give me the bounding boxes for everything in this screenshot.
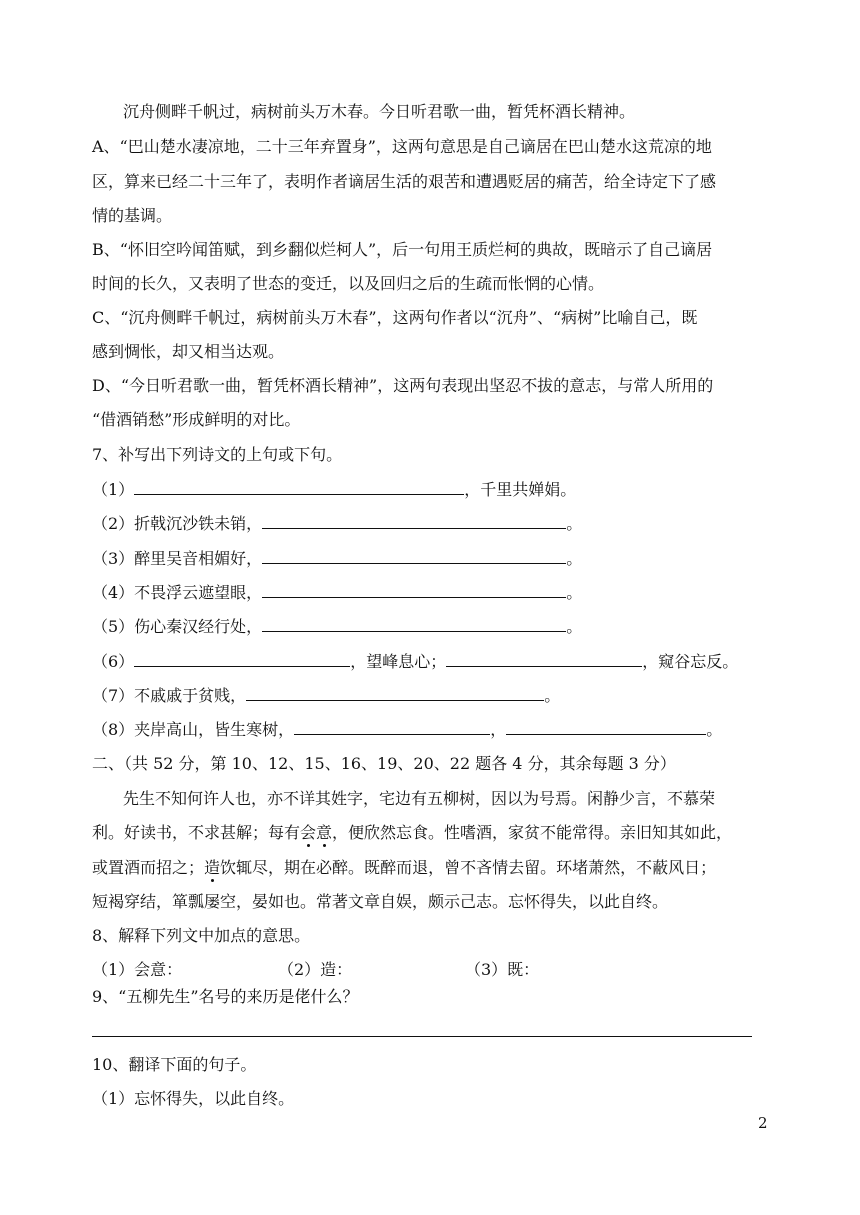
answer-blank[interactable] — [134, 651, 350, 667]
q7-item6-mid: ，望峰息心； — [350, 652, 447, 671]
option-b-line1: B、“怀旧空吟闻笛赋，到乡翻似烂柯人”，后一句用王质烂柯的典故，既暗示了自己谪居 — [92, 240, 713, 259]
q7-item2 — [92, 513, 582, 535]
option-a-line3: 情的基调。 — [92, 206, 173, 225]
q8-title: 8、解释下列文中加点的意思。 — [92, 926, 311, 945]
q8-item1: （1）会意： — [92, 960, 183, 979]
q7-item7-num: （7）不戚戚于贫贱， — [92, 686, 247, 705]
q7-item4-end: 。 — [566, 583, 583, 602]
q7-item6 — [92, 651, 738, 673]
q7-item5 — [92, 616, 582, 638]
q7-item5-num: （5）伤心秦汉经行处， — [92, 617, 263, 636]
q7-item3-end: 。 — [566, 549, 583, 568]
q7-item1-num: （1） — [92, 480, 135, 499]
q7-item1-after: ，千里共婵娟。 — [464, 480, 577, 499]
q7-item8-mid: ， — [490, 720, 507, 739]
option-a-line2: 区，算来已经二十三年了，表明作者谪居生活的艰苦和遭遇贬居的痛苦，给全诗定下了感 — [92, 172, 717, 191]
q8-item3: （3）既： — [465, 960, 540, 979]
q7-item6-num: （6） — [92, 652, 135, 671]
q7-item3 — [92, 548, 582, 570]
q7-item8-end: 。 — [706, 720, 723, 739]
answer-blank[interactable] — [262, 548, 566, 564]
option-c-line1: C、“沉舟侧畔千帆过，病树前头万木春”，这两句作者以“沉舟”、“病树”比喻自己，既 — [92, 308, 698, 327]
option-a-line1: A、“巴山楚水凄凉地，二十三年弃置身”，这两句意思是自己谪居在巴山楚水这荒凉的地 — [92, 137, 712, 156]
q7-item7 — [92, 685, 560, 707]
passage-text: 或置酒而招之； — [92, 858, 205, 877]
q10-sentence1: （1）忘怀得失，以此自终。 — [92, 1089, 295, 1108]
dotted-char-zao: 造 — [204, 858, 221, 877]
answer-blank[interactable] — [506, 719, 706, 735]
answer-blank[interactable] — [134, 479, 464, 495]
option-d-line2: “借酒销愁”形成鲜明的对比。 — [92, 410, 301, 429]
q7-item7-end: 。 — [544, 686, 561, 705]
q9-title: 9、“五柳先生”名号的来历是佬什么？ — [92, 987, 359, 1006]
page-number: 2 — [758, 1114, 768, 1132]
q8-item2: （2）造： — [278, 960, 353, 979]
passage-line2 — [92, 822, 732, 844]
passage-text: 醉而退，曾不吝情去留。环堵萧然，不蔽风日； — [380, 858, 717, 877]
q7-item6-end: ，窥谷忘反。 — [642, 652, 739, 671]
passage-line4: 短褐穿结，箪瓢屡空，晏如也。常著文章自娱，颇示己志。忘怀得失，以此自终。 — [92, 892, 669, 911]
q7-item1 — [92, 479, 576, 501]
q7-item4 — [92, 582, 582, 604]
dotted-char-yi: 意 — [316, 823, 333, 842]
q7-item2-end: 。 — [566, 514, 583, 533]
dotted-char-hui: 会 — [300, 823, 317, 842]
q7-item3-num: （3）醉里吴音相媚好， — [92, 549, 263, 568]
passage-text: 既 — [364, 858, 381, 877]
q7-item8 — [92, 719, 722, 741]
answer-blank[interactable] — [246, 685, 544, 701]
q7-title: 7、补写出下列诗文的上句或下句。 — [92, 445, 343, 464]
option-b-line2: 时间的长久，又表明了世态的变迁，以及回归之后的生疏而怅惘的心情。 — [92, 274, 605, 293]
answer-blank[interactable] — [446, 651, 642, 667]
passage-text: ，便欣然忘食。性嗜酒，家贫不能常得。亲旧知其如此， — [332, 823, 733, 842]
q10-title: 10、翻译下面的句子。 — [92, 1055, 257, 1074]
passage-line1: 先生不知何许人也，亦不详其姓字，宅边有五柳树，因以为号焉。闲静少言，不慕荣 — [123, 789, 716, 808]
q7-item8-num: （8）夹岸高山，皆生寒树， — [92, 720, 295, 739]
q7-item5-end: 。 — [566, 617, 583, 636]
section-two-heading: 二、（共 52 分，第 10、12、15、16、19、20、22 题各 4 分，其余每题 3 分） — [92, 754, 676, 773]
answer-blank[interactable] — [294, 719, 490, 735]
option-d-line1: D、“今日听君歌一曲，暂凭杯酒长精神”，这两句表现出坚忍不拔的意志，与常人所用的 — [92, 376, 714, 395]
q9-answer-line[interactable] — [92, 1036, 752, 1037]
option-c-line2: 感到惆怅，却又相当达观。 — [92, 342, 285, 361]
answer-blank[interactable] — [262, 616, 566, 632]
q7-item2-num: （2）折戟沉沙铁未销， — [92, 514, 263, 533]
poem-tail: 沉舟侧畔千帆过，病树前头万木春。今日听君歌一曲，暂凭杯酒长精神。 — [123, 102, 636, 121]
answer-blank[interactable] — [262, 582, 566, 598]
q7-item4-num: （4）不畏浮云遮望眼， — [92, 583, 263, 602]
passage-text: 饮辄尽，期在必醉。 — [220, 858, 365, 877]
passage-text: 利。好读书，不求甚解；每有 — [92, 823, 301, 842]
passage-line3 — [92, 857, 716, 879]
answer-blank[interactable] — [262, 513, 566, 529]
